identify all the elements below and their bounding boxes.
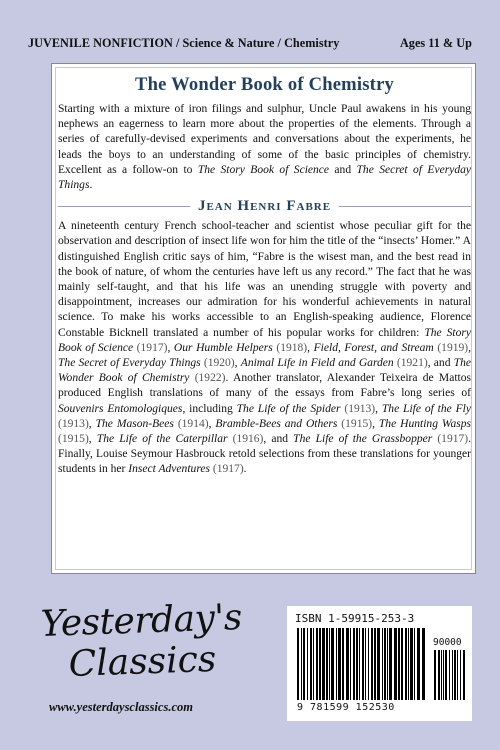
barcode-bar	[405, 628, 407, 700]
barcode-bar	[368, 628, 369, 700]
barcode-bar	[410, 628, 413, 700]
barcode-bar	[319, 628, 321, 700]
barcode-bar	[394, 628, 397, 700]
text-run: A nineteenth century French school-teacher and scientist whose peculiar gift for the observation and description of insect life won for him the title of the “insects’ Homer.” A distinguished English critic says of him, “Fabre is the wisest man, and the best read in the book of nature, of whom the centuries have left us any record.” The fact that he was mainly self-taught, and that his life was an unending struggle with poverty and disappointment, increases our admiration for his wonderful achievements in natural science. To make his works accessible to an English-speaking audience, Florence Constable Bicknell translated a number of his popular works for children:	[58, 220, 471, 339]
text-run: . Another translator, Alexander Teixeira de Mattos produced English translations of many of the essays from Fabre’s long series of	[58, 372, 471, 400]
ean-digits: 9 781599 152530	[297, 702, 395, 713]
panel-content	[58, 74, 471, 478]
logo-text-line1: Yesterday's	[39, 596, 243, 645]
barcode-bar	[365, 628, 366, 700]
text-run: , and	[263, 433, 294, 446]
age-range: Ages 11 & Up	[399, 36, 472, 50]
barcode-bar	[359, 628, 360, 700]
barcode-bar	[422, 628, 425, 700]
publisher-logo	[39, 596, 243, 714]
book-description	[58, 102, 471, 193]
barcode-bar	[414, 628, 415, 700]
barcode-bar	[382, 628, 383, 700]
work-title: The Life of the Fly	[381, 402, 471, 415]
text-run: ,	[208, 417, 216, 430]
work-title: Field, Forest, and Stream	[313, 341, 434, 354]
price-bar	[452, 650, 453, 700]
price-bar	[454, 650, 456, 700]
barcode-bar	[350, 628, 351, 700]
barcode-bar	[362, 628, 364, 700]
work-title: The Life of the Spider	[236, 402, 341, 415]
barcode-bar	[297, 628, 299, 700]
barcode-bar	[301, 628, 302, 700]
price-bar	[449, 650, 450, 700]
barcode-bar	[377, 628, 380, 700]
text-run: ,	[468, 341, 472, 354]
work-title: The Secret of Everyday Things	[58, 163, 471, 192]
publication-year: (1921)	[393, 357, 428, 370]
price-bar	[463, 650, 465, 700]
text-run: ,	[375, 402, 382, 415]
work-title: The Story Book of Science	[197, 163, 330, 176]
barcode-bar	[374, 628, 376, 700]
text-run: .	[243, 463, 247, 476]
work-title: The Story Book of Science	[58, 326, 471, 354]
category-bar	[28, 36, 472, 51]
barcode-bar	[307, 628, 308, 700]
publication-year: (1922)	[189, 372, 226, 385]
publication-year: (1913)	[58, 417, 89, 430]
barcode-bar	[353, 628, 355, 700]
text-run: ,	[167, 341, 174, 354]
barcode-bar	[384, 628, 386, 700]
work-title: Insect Adventures	[128, 463, 210, 476]
text-run: ,	[88, 417, 96, 430]
publication-year: (1919)	[433, 341, 469, 354]
barcode-bar	[398, 628, 400, 700]
work-title: Bramble-Bees and Others	[215, 417, 338, 430]
barcode-bar	[336, 628, 337, 700]
barcode-bar	[316, 628, 318, 700]
barcode-bar	[346, 628, 349, 700]
rule-right	[339, 206, 471, 207]
barcode-box	[287, 606, 472, 721]
publication-year: (1914)	[173, 417, 209, 430]
text-run: ,	[234, 357, 241, 370]
publication-year: (1918)	[272, 341, 308, 354]
work-title: The Secret of Everyday Things	[58, 357, 201, 370]
category-text: JUVENILE NONFICTION / Science & Nature / Chemistry	[28, 36, 340, 50]
publication-year: (1917)	[432, 433, 469, 446]
work-title: The Life of the Grassbopper	[293, 433, 433, 446]
work-title: The Life of the Caterpillar	[96, 433, 228, 446]
barcode-bar	[408, 628, 409, 700]
text-run: .	[89, 179, 93, 192]
publication-year: (1917)	[210, 463, 244, 476]
description-panel	[51, 63, 476, 574]
text-run: ,	[307, 341, 314, 354]
text-run: Starting with a mixture of iron filings and sulphur, Uncle Paul awakens in his young nephews an eagerness to learn more about the properties of the elements. Through a series of carefully-devised experiments and conversations about the experiments, he leads the boys to an understanding of some of the basic principles of chemistry. Excellent as a follow-on to	[58, 103, 471, 176]
barcode-bar	[401, 628, 403, 700]
publication-year: (1920)	[200, 357, 235, 370]
text-run: . Finally, Louise Seymour Hasbrouck retold selections from these translations for younger students in her	[58, 433, 472, 476]
publication-year: (1916)	[227, 433, 264, 446]
publication-year: (1915)	[337, 417, 373, 430]
barcode-bar	[356, 628, 358, 700]
barcode-bar	[326, 628, 328, 700]
work-title: The Mason-Bees	[95, 417, 174, 430]
barcode-bar	[313, 628, 314, 700]
work-title: The Hunting Wasps	[378, 417, 471, 430]
text-run: and	[329, 163, 357, 176]
price-bar	[438, 650, 440, 700]
publisher-url: www.yesterdaysclassics.com	[49, 700, 193, 714]
barcode-bar	[387, 628, 388, 700]
barcode-bar	[389, 628, 392, 700]
price-bar	[441, 650, 442, 700]
barcode-bar	[371, 628, 373, 700]
barcode-bar	[303, 628, 305, 700]
work-title: Souvenirs Entomologiques	[58, 402, 183, 415]
price-bar	[460, 650, 461, 700]
price-bar	[457, 650, 458, 700]
author-bio	[58, 219, 471, 477]
text-run: ,	[88, 433, 97, 446]
text-run: ,	[372, 417, 379, 430]
barcode-bar	[310, 628, 312, 700]
author-name: Jean Henri Fabre	[197, 198, 332, 215]
publication-year: (1913)	[340, 402, 376, 415]
price-bar	[434, 650, 436, 700]
publication-year: (1915)	[58, 433, 89, 446]
rule-left	[58, 206, 190, 207]
book-title: The Wonder Book of Chemistry	[134, 74, 395, 95]
publication-year: (1917)	[133, 341, 168, 354]
barcode-bar	[322, 628, 325, 700]
barcode-bar	[342, 628, 344, 700]
isbn-label: ISBN 1-59915-253-3	[295, 612, 415, 625]
text-run: , and	[427, 357, 454, 370]
price-code: 90000	[433, 637, 462, 648]
price-bar	[443, 650, 444, 700]
logo-text-line2: Classics	[67, 638, 217, 685]
work-title: Animal Life in Field and Garden	[240, 357, 394, 370]
author-heading	[58, 198, 471, 215]
price-bar	[445, 650, 447, 700]
barcode-bar	[338, 628, 341, 700]
text-run: , including	[182, 402, 237, 415]
barcode-bar	[331, 628, 334, 700]
barcode-bar	[329, 628, 330, 700]
work-title: The Wonder Book of Chemistry	[58, 357, 472, 385]
barcode-bar	[417, 628, 420, 700]
work-title: Our Humble Helpers	[173, 341, 273, 354]
